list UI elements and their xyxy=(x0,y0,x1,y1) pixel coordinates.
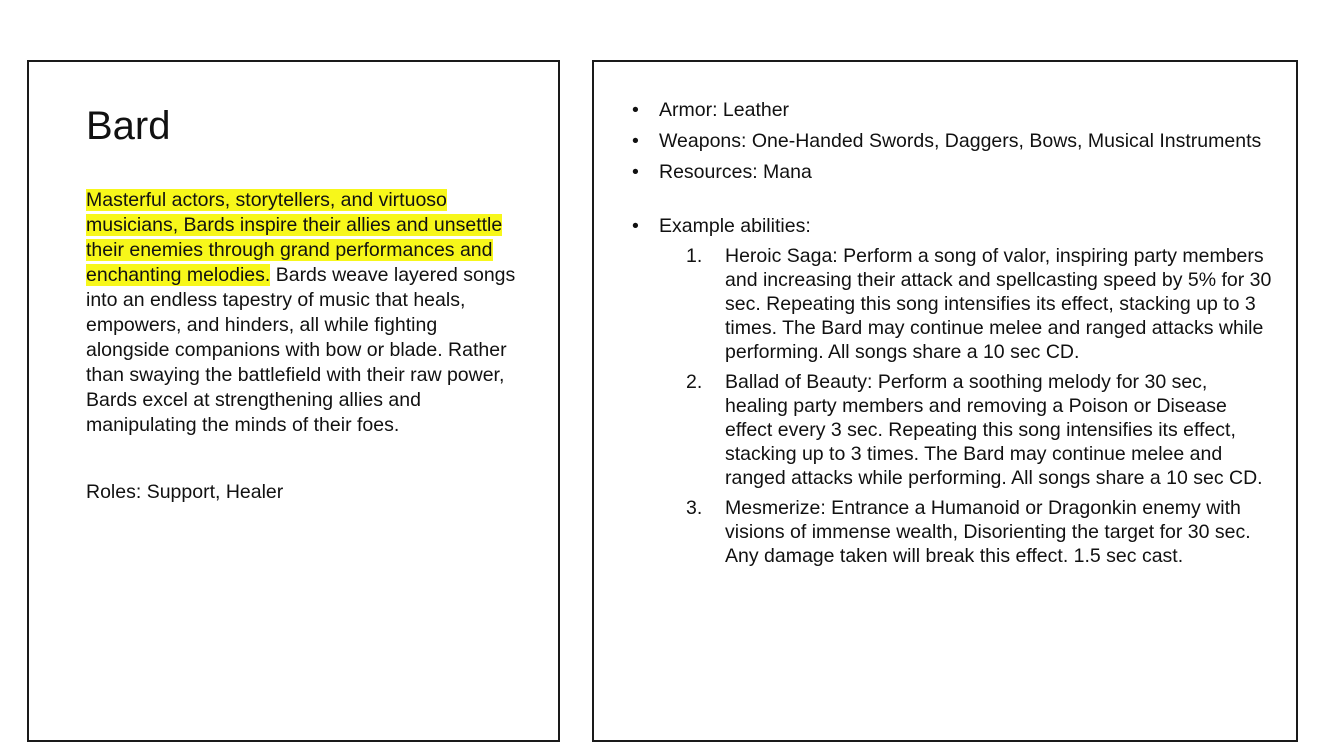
ability-item xyxy=(659,496,1272,568)
ability-number: 1. xyxy=(686,245,703,267)
armor-item xyxy=(632,98,1272,122)
class-details-panel xyxy=(592,60,1298,742)
roles-text: Roles: Support, Healer xyxy=(86,481,284,503)
abilities-label: Example abilities: xyxy=(659,215,811,237)
ability-item xyxy=(659,244,1272,364)
highlighted-description: Masterful actors, storytellers, and virtuoso musicians, Bards inspire their allies and unsettle their enemies through grand performances and enchanting melodies. xyxy=(86,189,503,286)
ability-item xyxy=(659,370,1272,490)
ability-text: Heroic Saga: Perform a song of valor, inspiring party members and increasing their attack and spellcasting speed by 5% for 30 sec. Repeating this song intensifies its effect, stacking up to 3 times. The Bard may continue melee and ranged attacks while performing. All songs share a 10 sec CD. xyxy=(725,245,1272,363)
resources-text: Resources: Mana xyxy=(659,161,812,183)
stats-list xyxy=(632,98,1272,575)
ability-number: 2. xyxy=(686,371,703,393)
weapons-item xyxy=(632,129,1272,153)
page-title: Bard xyxy=(86,104,171,148)
class-description xyxy=(86,188,522,438)
ability-text: Mesmerize: Entrance a Humanoid or Dragonkin enemy with visions of immense wealth, Disorienting the target for 30 sec. Any damage taken will break this effect. 1.5 sec cast. xyxy=(725,497,1251,567)
abilities-list xyxy=(659,244,1272,568)
ability-number: 3. xyxy=(686,497,703,519)
bullet-icon: • xyxy=(632,215,639,237)
resources-item xyxy=(632,160,1272,184)
bullet-icon: • xyxy=(632,130,639,152)
bullet-icon: • xyxy=(632,99,639,121)
abilities-item xyxy=(632,214,1272,568)
weapons-text: Weapons: One-Handed Swords, Daggers, Bows, Musical Instruments xyxy=(659,130,1262,152)
ability-text: Ballad of Beauty: Perform a soothing melody for 30 sec, healing party members and removing a Poison or Disease effect every 3 sec. Repeating this song intensifies its effect, stacking up to 3 times. The Bard may continue melee and ranged attacks while performing. All songs share a 10 sec CD. xyxy=(725,371,1263,489)
armor-text: Armor: Leather xyxy=(659,99,790,121)
bullet-icon: • xyxy=(632,161,639,183)
class-overview-panel xyxy=(27,60,560,742)
description-body: Bards weave layered songs into an endless tapestry of music that heals, empowers, and hinders, all while fighting alongside companions with bow or blade. Rather than swaying the battlefield with their raw power, Bards excel at strengthening allies and manipulating the minds of their foes. xyxy=(86,264,516,436)
